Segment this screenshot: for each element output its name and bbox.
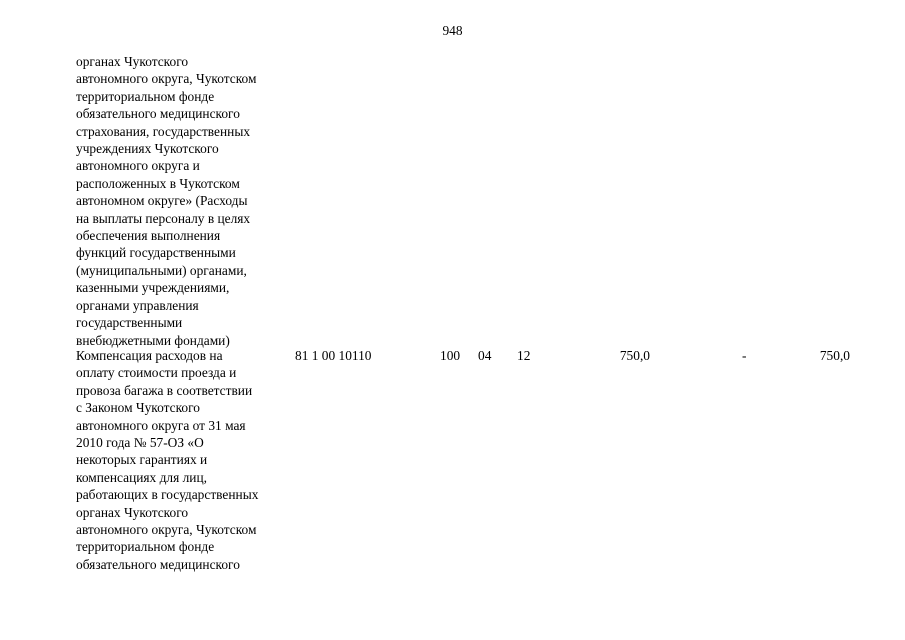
- amount-value: 750,0: [619, 348, 650, 363]
- description-line: автономного округа, Чукотском: [76, 71, 257, 87]
- description-line: автономного округа и: [76, 158, 200, 174]
- description-line: на выплаты персоналу в целях: [76, 210, 251, 226]
- change-value: -: [742, 348, 747, 363]
- description-line: автономного округа от 31 мая: [76, 417, 246, 433]
- description-line: территориальном фонде: [76, 539, 215, 555]
- description-line: органах Чукотского: [76, 504, 189, 520]
- row-description: [76, 53, 306, 349]
- description-line: государственными: [76, 315, 183, 331]
- description-line: функций государственными: [76, 245, 236, 261]
- description-line: 2010 года № 57-ОЗ «О: [76, 435, 204, 451]
- description-line: обязательного медицинского: [76, 556, 240, 572]
- section-code: 04: [478, 348, 492, 363]
- description-line: обязательного медицинского: [76, 106, 240, 122]
- description-line: страхования, государственных: [76, 123, 251, 139]
- description-line: обеспечения выполнения: [76, 228, 221, 244]
- description-line: оплату стоимости проезда и: [76, 365, 237, 381]
- description-line: территориальном фонде: [76, 88, 215, 104]
- expense-type-code: 100: [440, 348, 461, 363]
- description-line: (муниципальными) органами,: [76, 262, 247, 278]
- description-line: органах Чукотского: [76, 54, 189, 69]
- page-number: 948: [442, 23, 463, 38]
- description-line: работающих в государственных: [76, 487, 259, 503]
- description-line: с Законом Чукотского: [76, 400, 200, 416]
- description-line: некоторых гарантиях и: [76, 452, 208, 468]
- description-line: Компенсация расходов на: [76, 348, 223, 363]
- description-line: учреждениях Чукотского: [76, 141, 219, 157]
- description-line: внебюджетными фондами): [76, 332, 230, 348]
- description-line: органами управления: [76, 297, 199, 313]
- description-line: казенными учреждениями,: [76, 280, 230, 296]
- total-value: 750,0: [819, 348, 850, 363]
- description-line: провоза багажа в соответствии: [76, 382, 253, 398]
- row-description: [76, 347, 306, 573]
- description-line: автономном округе» (Расходы: [76, 193, 248, 209]
- description-line: автономного округа, Чукотском: [76, 522, 257, 538]
- description-line: компенсациях для лиц,: [76, 469, 207, 485]
- budget-classification-code: 81 1 00 10110: [295, 348, 372, 363]
- description-line: расположенных в Чукотском: [76, 175, 240, 191]
- subsection-code: 12: [517, 348, 531, 363]
